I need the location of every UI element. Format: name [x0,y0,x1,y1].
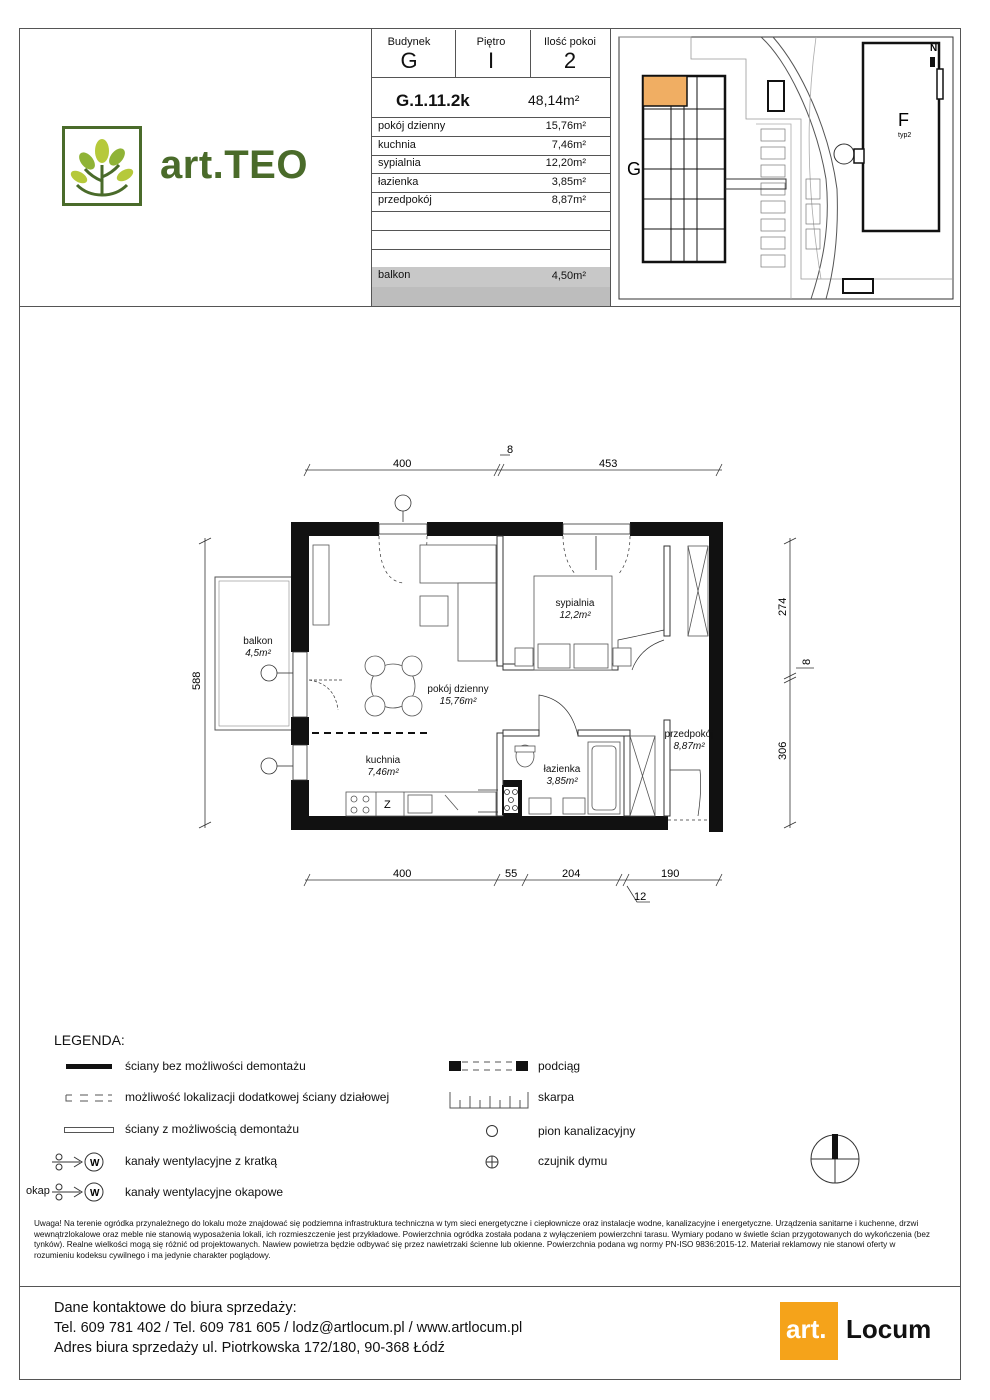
sewer-riser-icon [484,1123,500,1139]
smoke-detector-icon [484,1154,500,1170]
building-value: G [400,48,418,73]
legend-item: skarpa [538,1090,575,1104]
room-label-lazienka: łazienka 3,85m² [543,764,581,787]
row-line [371,173,610,174]
dim-right: 274 [777,597,789,616]
beam-icon [448,1060,530,1072]
artlocum-logo: art. Locum [780,1302,942,1360]
contact-heading: Dane kontaktowe do biura sprzedaży: [54,1300,297,1316]
floor-plan [0,430,990,920]
room-row: przedpokój 8,87m² [378,194,586,206]
balcony-row-blank [372,287,610,306]
legend-item: kanały wentylacyjne z kratką [125,1154,278,1168]
okap-label: okap [26,1185,50,1197]
legend-item: podciąg [538,1059,581,1073]
dim-bottom: 204 [562,868,581,880]
room-label-sypialnia: sypialnia 12,2m² [555,598,595,621]
building-g-label: G [627,159,642,179]
legend-item: pion kanalizacyjny [538,1124,636,1138]
row-line [371,230,610,231]
dim-right: 306 [777,741,789,760]
brand-name: art.TEO [160,143,308,187]
building-f-type: typ2 [898,132,912,139]
header-vline-1 [371,28,372,306]
unit-area: 48,14m² [528,92,580,108]
legend-dashed-wall-icon [64,1093,114,1103]
slope-icon [448,1090,530,1110]
building-f-label: F [898,110,909,130]
legend-item: ściany bez możliwości demontażu [125,1059,306,1073]
balcony-row: balkon 4,50m² [372,267,610,287]
hdr-row-line [371,77,610,78]
room-label-przedpokoj: przedpokój 8,87m² [664,729,714,752]
svg-text:W: W [90,1158,100,1169]
rooms-label: Ilość pokoi [544,36,596,48]
dim-top: 400 [393,458,412,470]
north-label: N [930,43,938,54]
header-divider [19,306,961,307]
footer-divider [19,1286,961,1287]
floor-label: Piętro [476,36,506,48]
svg-text:W: W [90,1188,100,1199]
room-label-balkon: balkon 4,5m² [243,636,273,659]
dim-top: 8 [507,444,514,456]
room-row: kuchnia 7,46m² [378,139,586,151]
dim-right: 8 [801,658,813,665]
hdr-line-2 [371,117,610,118]
disclaimer-note: Uwaga! Na terenie ogródka przynależnego do lokalu może znajdować się podziemna infrastruktura techniczna w tym sieci energetyczne i ciepłownicze oraz instalacje wodne, kanalizacyjne i energetyczne. Urządzenia sanitarne i kuchenne, drzwi wewnątrzlokalowe oraz meble nie stanowią wyposażenia lokali, ich rozmieszczenie jest przykładowe. Powierzchnia ogródka została podana z wyłączeniem powierzchni tarasu. Wymiary podano w świetle ścian przygotowanych do wykończenia (bez tynków). Realne wielkości mogą się różnić od projektowanych. Nawiew powietrza będzie odbywać się przez nawietrzaki ścienne lub okienne. Powierzchnia podana wg normy PN-ISO 9836:2015-12. Materiał reklamowy nie stanowi oferty w rozumieniu kodeksu cywilnego i ma jedynie charakter poglądowy. [34,1219,930,1260]
room-label-pokoj: pokój dzienny 15,76m² [427,684,489,707]
highlighted-unit [643,76,687,106]
room-row: sypialnia 12,20m² [378,157,586,169]
room-label-kuchnia: kuchnia 7,46m² [365,755,401,778]
dim-bottom: 400 [393,868,412,880]
rooms-value: 2 [563,48,577,73]
building-label: Budynek [387,36,431,48]
legend-item: czujnik dymu [538,1154,608,1168]
contact-address: Adres biura sprzedaży ul. Piotrkowska 172/180, 90-368 Łódź [54,1340,445,1356]
dim-bottom: 12 [634,891,647,903]
leaf-icon [65,129,139,203]
contact-phones-email: Tel. 609 781 402 / Tel. 609 781 605 / lodz@artlocum.pl / www.artlocum.pl [54,1320,523,1336]
site-map [611,29,960,305]
room-row: pokój dzienny 15,76m² [378,120,586,132]
vent-grille-icon [50,1151,110,1173]
vent-hood-icon [50,1181,110,1203]
unit-code: G.1.11.2k [396,91,470,110]
legend-item: ściany z możliwością demontażu [125,1122,300,1136]
legend-item: możliwość lokalizacji dodatkowej ściany działowej [125,1090,390,1104]
dim-top: 453 [599,458,618,470]
north-arrow-icon [930,57,935,67]
legend-removable-wall-icon [64,1127,114,1133]
dim-left: 588 [191,671,203,690]
row-line [371,211,610,212]
legend-item: kanały wentylacyjne okapowe [125,1185,284,1199]
compass-icon [808,1132,862,1186]
room-row: łazienka 3,85m² [378,176,586,188]
fridge-mark: Z [384,799,391,811]
legend-title: LEGENDA: [54,1032,125,1048]
row-line [371,155,610,156]
legend-solid-wall-icon [66,1064,112,1069]
dim-bottom: 55 [505,868,518,880]
row-line [371,192,610,193]
brand-logo [62,126,142,206]
floor-value: I [487,48,495,73]
dim-bottom: 190 [661,868,680,880]
row-line [371,249,610,250]
row-line [371,136,610,137]
